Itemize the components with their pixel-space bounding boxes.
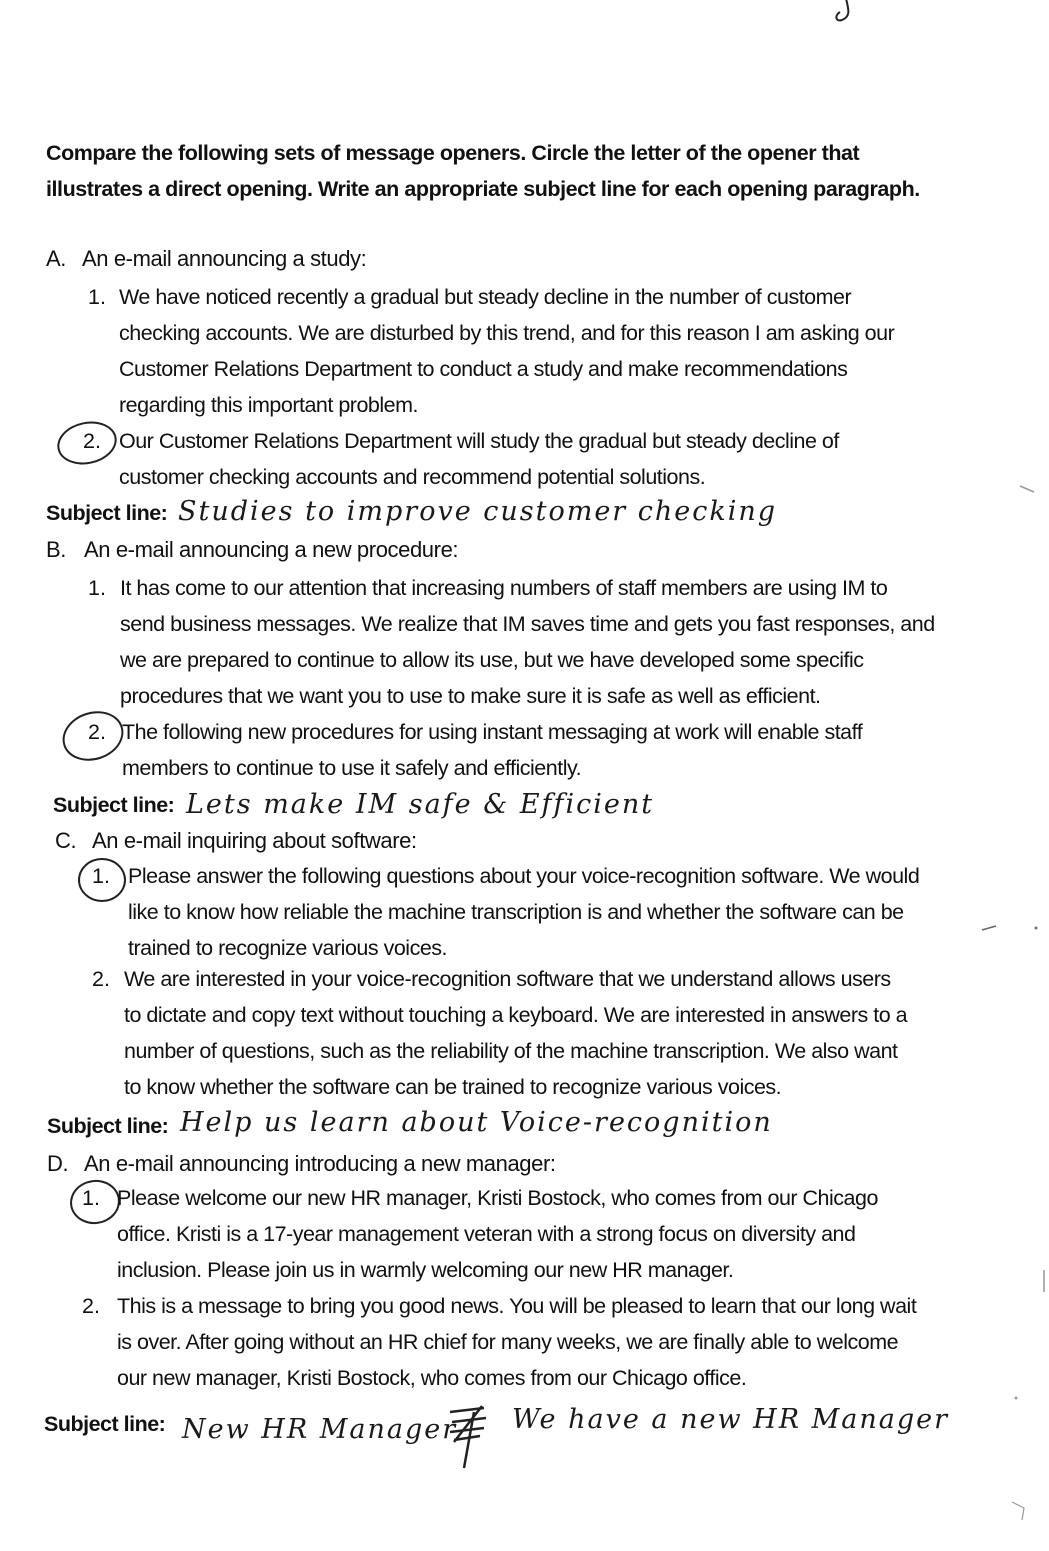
section-d-title: An e-mail announcing introducing a new manager:: [84, 1151, 556, 1176]
section-a-title: An e-mail announcing a study:: [82, 246, 367, 271]
section-a-letter: A.: [46, 246, 66, 271]
section-c-option-1-line: trained to recognize various voices.: [128, 936, 448, 960]
section-c-option-2-number: 2.: [92, 967, 110, 991]
scribbled-out-mark: [444, 1402, 494, 1472]
section-b-title: An e-mail announcing a new procedure:: [84, 537, 459, 562]
section-b-option-2-line: The following new procedures for using instant messaging at work will enable staff: [122, 720, 863, 744]
section-c-subject-label: Subject line:: [47, 1114, 169, 1138]
section-d-option-2: [117, 1288, 997, 1396]
section-b-subject-label: Subject line:: [53, 793, 175, 817]
section-a-option-2: [119, 423, 979, 495]
section-b-subject-handwriting: Lets make IM safe & Efficient: [186, 789, 655, 820]
section-c-subject-handwriting: Help us learn about Voice-recognition: [180, 1107, 773, 1138]
section-b-option-1-line: send business messages. We realize that IM saves time and gets you fast responses, and: [120, 612, 935, 636]
section-a-option-2-number: 2.: [83, 429, 101, 453]
section-b-option-1-line: It has come to our attention that increasing numbers of staff members are using IM to: [120, 576, 888, 600]
section-a-option-2-line: Our Customer Relations Department will study the gradual but steady decline of: [119, 429, 839, 453]
section-b-option-2: [122, 714, 982, 786]
top-handwriting-scribble: [790, 0, 1010, 30]
section-d-subject-handwriting: New HR Manager: [182, 1414, 458, 1445]
section-d-option-2-number: 2.: [82, 1294, 100, 1318]
section-c-letter: C.: [55, 828, 77, 853]
section-d-subject-label: Subject line:: [44, 1412, 166, 1436]
section-b-option-2-line: members to continue to use it safely and efficiently.: [122, 756, 582, 780]
instructions-line-1: Compare the following sets of message openers. Circle the letter of the opener that: [46, 141, 860, 165]
section-a-option-1-number: 1.: [88, 285, 106, 309]
section-d-option-1-line: office. Kristi is a 17-year management veteran with a strong focus on diversity and: [117, 1222, 856, 1246]
instructions-line-2: illustrates a direct opening. Write an appropriate subject line for each opening paragraph.: [46, 177, 920, 201]
section-a-subject-label: Subject line:: [46, 501, 168, 525]
section-c-option-1: [128, 858, 998, 966]
section-d-option-1-number: 1.: [82, 1186, 100, 1210]
section-d-option-1: [117, 1180, 987, 1288]
section-b-option-1-number: 1.: [88, 576, 106, 600]
section-c-option-1-line: Please answer the following questions about your voice-recognition software. We would: [128, 864, 920, 888]
section-a-option-1-line: Customer Relations Department to conduct a study and make recommendations: [119, 357, 848, 381]
section-c-title: An e-mail inquiring about software:: [92, 828, 417, 853]
section-c-option-1-line: like to know how reliable the machine transcription is and whether the software can be: [128, 900, 904, 924]
section-d-option-2-line: our new manager, Kristi Bostock, who comes from our Chicago office.: [117, 1366, 747, 1390]
section-b-option-2-number: 2.: [88, 720, 106, 744]
section-a-option-1-line: regarding this important problem.: [119, 393, 418, 417]
section-c-option-2-line: to dictate and copy text without touching a keyboard. We are interested in answers to a: [124, 1003, 908, 1027]
section-b-option-1-line: procedures that we want you to use to make sure it is safe as well as efficient.: [120, 684, 821, 708]
section-d-subject-handwriting-2: We have a new HR Manager: [512, 1404, 950, 1435]
section-b-option-1-line: we are prepared to continue to allow its use, but we have developed some specific: [120, 648, 864, 672]
section-b-letter: B.: [46, 537, 66, 562]
section-c-option-2: [124, 961, 994, 1105]
section-d-option-2-line: is over. After going without an HR chief for many weeks, we are finally able to welcome: [117, 1330, 899, 1354]
section-a-option-1: [119, 279, 979, 423]
section-d-option-1-line: Please welcome our new HR manager, Kristi Bostock, who comes from our Chicago: [117, 1186, 878, 1210]
section-d-option-1-line: inclusion. Please join us in warmly welcoming our new HR manager.: [117, 1258, 734, 1282]
section-a-option-1-line: checking accounts. We are disturbed by this trend, and for this reason I am asking our: [119, 321, 895, 345]
section-a-option-2-line: customer checking accounts and recommend potential solutions.: [119, 465, 706, 489]
section-d-letter: D.: [47, 1151, 69, 1176]
section-c-option-1-number: 1.: [92, 864, 110, 888]
section-a-subject-handwriting: Studies to improve customer checking: [178, 496, 778, 527]
section-c-option-2-line: to know whether the software can be trained to recognize various voices.: [124, 1075, 782, 1099]
section-b-option-1: [120, 570, 990, 714]
section-d-option-2-line: This is a message to bring you good news. You will be pleased to learn that our long wait: [117, 1294, 917, 1318]
section-c-option-2-line: We are interested in your voice-recognition software that we understand allows users: [124, 967, 891, 991]
section-c-option-2-line: number of questions, such as the reliability of the machine transcription. We also want: [124, 1039, 898, 1063]
section-a-option-1-line: We have noticed recently a gradual but steady decline in the number of customer: [119, 285, 852, 309]
